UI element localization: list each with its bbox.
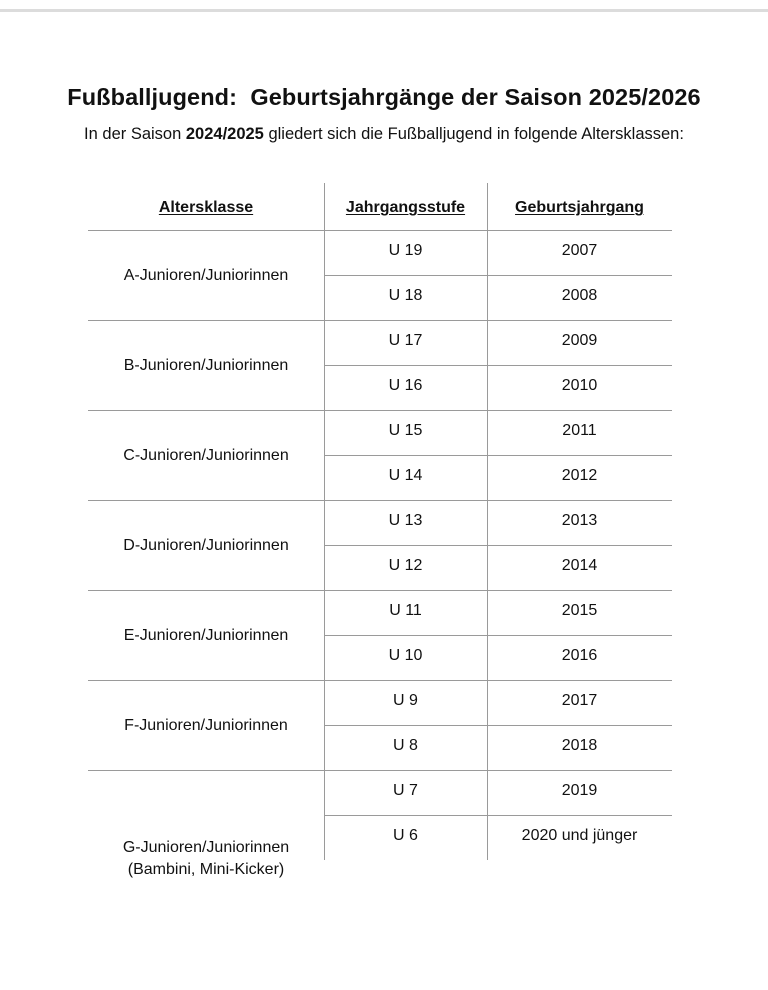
jahrgangsstufe-cell: U 6 xyxy=(393,827,418,844)
header-jahrgangsstufe: Jahrgangsstufe xyxy=(345,199,466,216)
age-class-name: E-Junioren/Juniorinnen xyxy=(123,627,289,644)
age-class-label xyxy=(88,535,324,557)
geburtsjahrgang-cell: 2011 xyxy=(562,422,597,439)
age-class-name: F-Junioren/Juniorinnen xyxy=(124,717,288,734)
page-title: Fußballjugend: Geburtsjahrgänge der Saison 2025/2026 xyxy=(67,84,701,110)
age-class-label xyxy=(88,625,324,647)
intro-suffix: gliedert sich die Fußballjugend in folgende Altersklassen: xyxy=(263,125,684,143)
geburtsjahrgang-cell: 2019 xyxy=(561,782,598,799)
age-class-label xyxy=(88,445,324,467)
header-rule xyxy=(88,230,672,231)
jahrgangsstufe-cell: U 17 xyxy=(388,332,423,349)
age-class-name: G-Junioren/Juniorinnen xyxy=(122,839,290,856)
jahrgangsstufe-cell: U 7 xyxy=(393,782,418,799)
age-class-name: A-Junioren/Juniorinnen xyxy=(123,267,289,284)
age-class-label xyxy=(88,837,324,881)
geburtsjahrgang-cell: 2012 xyxy=(561,467,598,484)
jahrgangsstufe-cell: U 10 xyxy=(388,647,423,664)
row-rule xyxy=(324,455,672,456)
geburtsjahrgang-cell: 2013 xyxy=(561,512,598,529)
age-class-label xyxy=(88,715,324,737)
geburtsjahrgang-cell: 2015 xyxy=(561,602,598,619)
geburtsjahrgang-cell: 2020 und jünger xyxy=(521,827,638,844)
age-class-table xyxy=(88,183,672,878)
top-divider xyxy=(0,9,768,12)
header-geburtsjahrgang: Geburtsjahrgang xyxy=(515,199,644,216)
jahrgangsstufe-cell: U 9 xyxy=(393,692,418,709)
jahrgangsstufe-cell: U 16 xyxy=(388,377,423,394)
group-rule xyxy=(88,680,672,681)
jahrgangsstufe-cell: U 15 xyxy=(388,422,423,439)
header-altersklasse: Altersklasse xyxy=(158,199,254,216)
geburtsjahrgang-cell: 2008 xyxy=(561,287,598,304)
jahrgangsstufe-cell: U 12 xyxy=(388,557,423,574)
group-rule xyxy=(88,770,672,771)
geburtsjahrgang-cell: 2014 xyxy=(561,557,598,574)
row-rule xyxy=(324,545,672,546)
age-class-name: B-Junioren/Juniorinnen xyxy=(123,357,289,374)
jahrgangsstufe-cell: U 13 xyxy=(388,512,423,529)
age-class-label xyxy=(88,355,324,377)
geburtsjahrgang-cell: 2010 xyxy=(561,377,598,394)
group-rule xyxy=(88,320,672,321)
geburtsjahrgang-cell: 2007 xyxy=(561,242,598,259)
age-class-name: C-Junioren/Juniorinnen xyxy=(123,447,289,464)
geburtsjahrgang-cell: 2017 xyxy=(561,692,598,709)
group-rule xyxy=(88,500,672,501)
age-class-note: (Bambini, Mini-Kicker) xyxy=(127,861,285,878)
group-rule xyxy=(88,410,672,411)
jahrgangsstufe-cell: U 14 xyxy=(388,467,423,484)
geburtsjahrgang-cell: 2018 xyxy=(561,737,598,754)
jahrgangsstufe-cell: U 8 xyxy=(393,737,418,754)
intro-prefix: In der Saison xyxy=(84,125,186,143)
jahrgangsstufe-cell: U 11 xyxy=(389,602,422,619)
age-class-label xyxy=(88,265,324,287)
jahrgangsstufe-cell: U 18 xyxy=(388,287,423,304)
intro-text xyxy=(0,125,768,144)
row-rule xyxy=(324,815,672,816)
jahrgangsstufe-cell: U 19 xyxy=(388,242,423,259)
group-rule xyxy=(88,590,672,591)
geburtsjahrgang-cell: 2009 xyxy=(561,332,598,349)
row-rule xyxy=(324,635,672,636)
intro-season: 2024/2025 xyxy=(185,125,264,143)
age-class-name: D-Junioren/Juniorinnen xyxy=(123,537,289,554)
row-rule xyxy=(324,275,672,276)
geburtsjahrgang-cell: 2016 xyxy=(561,647,598,664)
row-rule xyxy=(324,365,672,366)
row-rule xyxy=(324,725,672,726)
